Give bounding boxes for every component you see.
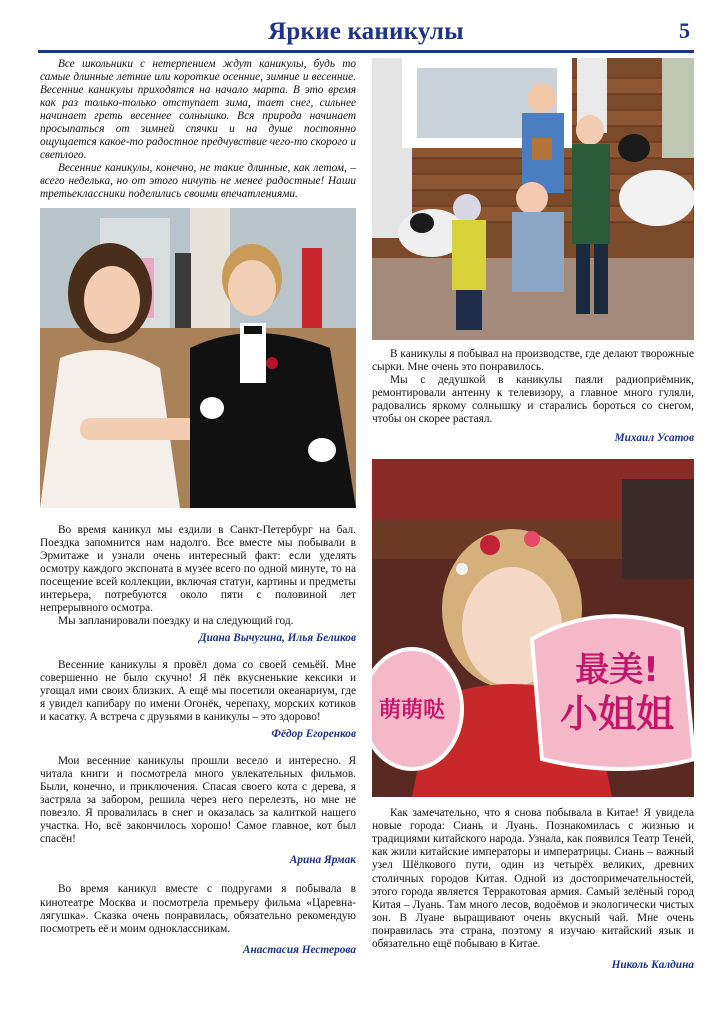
right-column xyxy=(372,58,694,972)
dairy-factory-photo xyxy=(372,58,694,340)
sign-text-side: 萌萌哒 xyxy=(378,698,446,724)
story-paragraph: Мои весенние каникулы прошли весело и интересно. Я читала книги и посмотрела много увлекательных фильмов. Были, конечно, и приключения. Спасая своего кота с дерева, я застряла за забором, решила через него перелезть, но мне не повезло. Я провалилась в снег и оказалась за калиткой нашего участка. Но, всё закончилось хорошо! Самое главное, кот был спасён! xyxy=(40,755,356,846)
story-mikhail xyxy=(372,348,694,445)
intro-paragraph: Все школьники с нетерпением ждут каникулы, будь то самые длинные летние или короткие осенние, зимние и весенние. Весенние каникулы приходятся на начало марта. В это время как раз только-только отступает зима, тает снег, сильнее начинает греть весеннее солнышко. Вся природа начинает просыпаться от зимней спячки и на душе постоянно ощущается какое-то радостное предчувствие чего-то скорого и светлого. xyxy=(40,58,356,162)
story-paragraph: Во время каникул вместе с подругами я побывала в кинотеатре Москва и посмотрела премьеру фильма «Царевна-лягушка». Сказка очень понравилась, обязательно рекомендую посмотреть её и моим одноклассникам. xyxy=(40,883,356,935)
story-paragraph: В каникулы я побывал на производстве, где делают творожные сырки. Мне очень это понравилось. xyxy=(372,348,694,374)
story-author: Николь Калдина xyxy=(611,958,694,971)
story-paragraph: Весенние каникулы я провёл дома со своей семьёй. Мне совершенно не было скучно! Я пёк вкусненькие кексики и угощал ими своих близких. А ещё мы посетили океанариум, где я увидел капибару по имени Огонёк, черепаху, морских котиков и касатку. А встреча с друзьями в каникулы – это здорово! xyxy=(40,658,356,724)
story-arina xyxy=(40,755,356,867)
story-paragraph: Мы с дедушкой в каникулы паяли радиоприёмник, ремонтировали антенну к телевизору, а главное много гуляли, радовались яркому солнышку и старались бороться со снегом, чтобы он скорее растаял. xyxy=(372,374,694,426)
left-column xyxy=(40,58,356,957)
story-diana xyxy=(40,524,356,645)
story-author: Фёдор Егоренков xyxy=(271,728,356,741)
story-author: Арина Ярмак xyxy=(289,854,356,867)
story-paragraph: Во время каникул мы ездили в Санкт-Петербург на бал. Поездка запомнится нам надолго. Все вместе мы побывали в Эрмитаже и узнали очень интересный факт: если уделять осмотру каждого экспоната в музее всего по одной минуте, то на посещение всей коллекции, включая статуи, картины и предметы интерьера, потребуются около пяти с половиной лет непрерывного осмотра. xyxy=(40,523,356,614)
story-paragraph: Как замечательно, что я снова побывала в Китае! Я увидела новые города: Сиань и Луань. Познакомилась с жизнью и традициями китайского народа. Узнала, как появился Театр Теней, как жили китайские императоры и императрицы. Сиань – важный узел Шёлкового пути, один из четырёх великих, древних столичных городов Китая. Одной из достопримечательностей, этого города является Терракотовая армия. Самый зелёный город Китая – Луань. Там много лесов, водоёмов и экологически чистых зон. В Луане выращивают очень вкусный чай. Мне очень понравилась эта страна, поэтому я изучаю китайский язык и обязательно ещё побываю в Китае. xyxy=(372,807,694,950)
sign-text-top: 最美! xyxy=(575,650,659,691)
story-paragraph: Мы запланировали поездку и на следующий год. xyxy=(58,614,294,627)
story-anastasia xyxy=(40,883,356,956)
page-header xyxy=(38,14,694,50)
header-rule xyxy=(38,50,694,53)
story-author: Диана Вычугина, Илья Беликов xyxy=(198,631,356,644)
sign-text-bottom: 小姐姐 xyxy=(559,692,675,737)
story-author: Михаил Усатов xyxy=(614,432,694,445)
story-author: Анастасия Нестерова xyxy=(242,943,356,956)
intro-paragraph: Весенние каникулы, конечно, не такие длинные, как летом, – всего неделька, но от этого ничуть не менее радостные! Наши третьеклассники поделились своими впечатлениями. xyxy=(40,162,356,201)
intro-text xyxy=(40,58,356,202)
ball-dance-photo xyxy=(40,208,356,508)
story-fedor xyxy=(40,659,356,741)
story-nikol xyxy=(372,807,694,972)
china-photo xyxy=(372,459,694,797)
page-title: Яркие каникулы xyxy=(268,18,464,45)
page-number: 5 xyxy=(679,18,690,43)
